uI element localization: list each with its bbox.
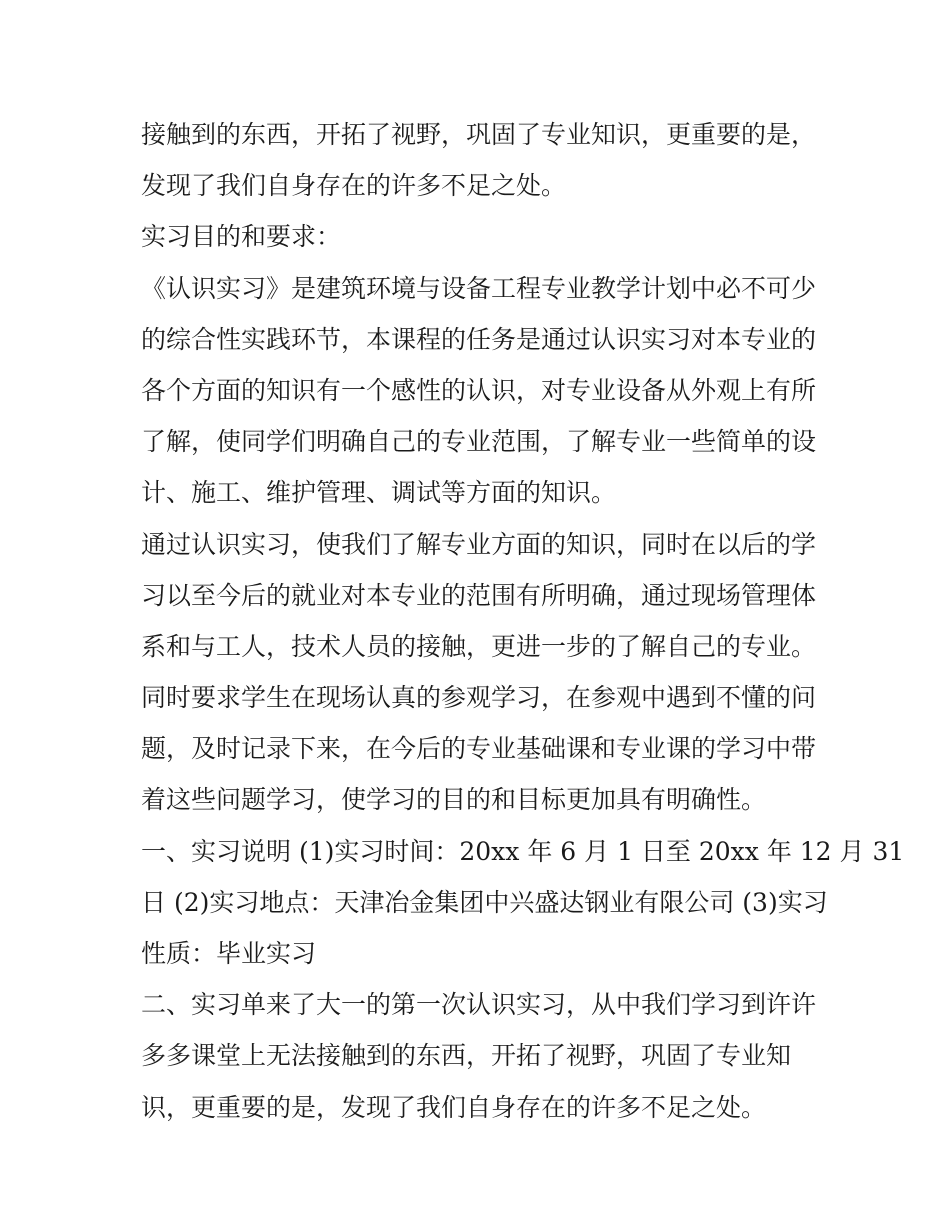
document-body (141, 109, 905, 1133)
text-line: 着这些问题学习，使学习的目的和目标更加具有明确性。 (141, 785, 767, 815)
text-line: 的综合性实践环节，本课程的任务是通过认识实习对本专业的 (141, 324, 817, 354)
section-heading: 实习目的和要求： (141, 222, 342, 252)
text-line: 题，及时记录下来，在今后的专业基础课和专业课的学习中带 (141, 734, 817, 764)
text-line: 通过认识实习，使我们了解专业方面的知识，同时在以后的学 (141, 529, 817, 559)
text-line: 计、施工、维护管理、调试等方面的知识。 (141, 478, 617, 508)
text-line: 多多课堂上无法接触到的东西，开拓了视野，巩固了专业知 (141, 1041, 792, 1071)
text-line: 一、实习说明 (1)实习时间：20xx 年 6 月 1 日至 20xx 年 12 月 31 (141, 836, 905, 866)
text-line: 了解，使同学们明确自己的专业范围，了解专业一些简单的设 (141, 427, 817, 457)
text-line: 识，更重要的是，发现了我们自身存在的许多不足之处。 (141, 1092, 767, 1122)
text-line: 日 (2)实习地点：天津冶金集团中兴盛达钢业有限公司 (3)实习 (141, 887, 828, 917)
text-line: 发现了我们自身存在的许多不足之处。 (141, 171, 567, 201)
text-line: 《认识实习》是建筑环境与设备工程专业教学计划中必不可少 (141, 273, 817, 303)
text-line: 性质：毕业实习 (141, 939, 317, 968)
text-line: 二、实习单来了大一的第一次认识实习，从中我们学习到许许 (141, 990, 817, 1020)
text-line: 各个方面的知识有一个感性的认识，对专业设备从外观上有所 (141, 375, 817, 405)
text-line: 系和与工人，技术人员的接触，更进一步的了解自己的专业。 (141, 631, 817, 661)
text-line: 同时要求学生在现场认真的参观学习，在参观中遇到不懂的问 (141, 683, 817, 713)
text-line: 习以至今后的就业对本专业的范围有所明确，通过现场管理体 (141, 580, 817, 610)
text-line: 接触到的东西，开拓了视野，巩固了专业知识，更重要的是， (141, 120, 817, 149)
